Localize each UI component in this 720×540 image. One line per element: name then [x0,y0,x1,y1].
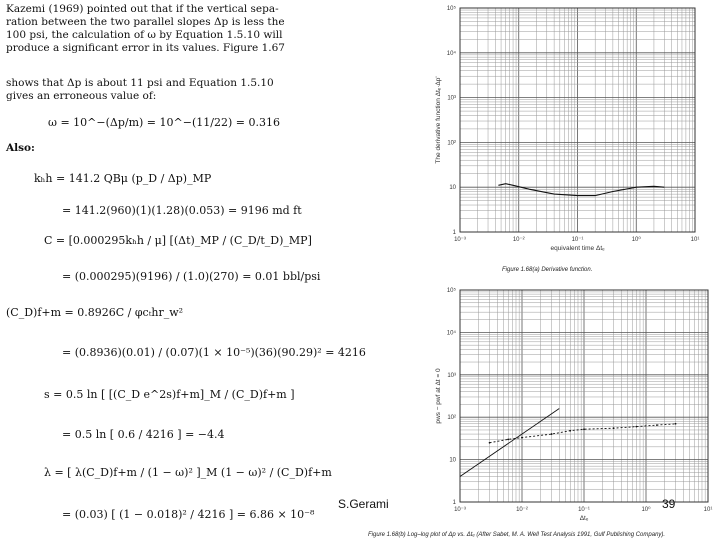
kh-equation: kₕh = 141.2 QBμ (p_D / Δp)_MP [34,172,212,185]
y-tick-label: 10³ [447,372,456,379]
y-tick-label: 10⁴ [446,50,456,57]
x-tick-label: 10¹ [690,237,700,243]
data-point [613,427,615,429]
shows-line-1: shows that Δp is about 11 psi and Equation 1.5.10 [6,77,274,89]
y-tick-label: 10 [449,185,456,192]
data-point [507,438,509,440]
y-tick-label: 10 [449,457,456,464]
c-equation: C = [0.000295kₕh / μ] [(Δt)_MP / (C_D/t_D)_MP] [44,234,312,247]
lambda-value: = (0.03) [ (1 − 0.018)² / 4216 ] = 6.86 × 10⁻⁸ [62,508,315,521]
x-tick-label: 10⁰ [631,237,641,243]
y-axis-label: pws − pwf at Δt = 0 [435,368,442,424]
data-point [583,428,585,430]
y-axis-label: The derivative function Δtₑ·Δp' [435,76,442,164]
intro-line-3: 100 psi, the calculation of ω by Equation 1.5.10 will [6,29,283,41]
cd-equation: (C_D)f+m = 0.8926C / φcₜhr_w² [6,306,184,319]
x-axis-label: Δtₑ [579,515,589,522]
page-number: 39 [662,497,676,511]
s-equation: s = 0.5 ln [ [(C_D e^2s)f+m]_M / (C_D)f+m ] [44,388,295,401]
data-point [675,423,677,425]
data-point [656,424,658,426]
intro-line-1: Kazemi (1969) pointed out that if the vertical sepa- [6,3,279,15]
x-tick-label: 10⁻³ [454,507,466,513]
x-tick-label: 10¹ [703,507,713,513]
omega-equation: ω = 10^−(Δp/m) = 10^−(11/22) = 0.316 [48,116,280,129]
author-footer: S.Gerami [338,497,389,511]
series-line [498,184,664,196]
x-tick-label: 10⁰ [641,507,651,513]
y-tick-label: 10⁵ [446,6,456,12]
figure-caption: Figure 1.68(b) Log–log plot of Δp vs. Δtₑ (After Sabet, M. A. Well Test Analysis 1991, Gulf Publishing Company). [368,532,666,538]
y-tick-label: 10⁴ [446,330,456,337]
y-tick-label: 10⁵ [446,288,456,294]
x-tick-label: 10⁻³ [454,237,466,243]
x-tick-label: 10⁻¹ [571,237,584,243]
lambda-equation: λ = [ λ(C_D)f+m / (1 − ω)² ]_M (1 − ω)² / (C_D)f+m [44,466,332,479]
data-point [521,437,523,439]
y-tick-label: 10² [447,140,456,147]
c-value: = (0.000295)(9196) / (1.0)(270) = 0.01 bbl/psi [62,270,321,283]
data-point [489,442,491,444]
data-point [569,430,571,432]
intro-line-2: ration between the two parallel slopes Δp is less the [6,16,285,28]
data-point [551,433,553,435]
x-axis-label: equivalent time Δtₑ [550,245,605,252]
y-tick-label: 10² [447,415,456,422]
also-label: Also: [6,142,35,154]
data-point [635,426,637,428]
x-tick-label: 10⁻¹ [578,507,590,513]
kh-value: = 141.2(960)(1)(1.28)(0.053) = 9196 md ft [62,204,302,217]
intro-line-4: produce a significant error in its values. Figure 1.67 [6,42,285,54]
s-value: = 0.5 ln [ 0.6 / 4216 ] = −4.4 [62,428,225,441]
y-tick-label: 10³ [447,95,456,102]
y-tick-label: 1 [452,230,456,236]
derivative-function-chart [420,0,720,280]
shows-line-2: gives an erroneous value of: [6,90,157,102]
figure-caption: Figure 1.68(a) Derivative function. [502,267,593,273]
y-tick-label: 1 [452,500,456,506]
x-tick-label: 10⁻² [512,237,525,243]
cd-value: = (0.8936)(0.01) / (0.07)(1 × 10⁻⁵)(36)(90.29)² = 4216 [62,346,366,359]
x-tick-label: 10⁻² [516,507,528,513]
